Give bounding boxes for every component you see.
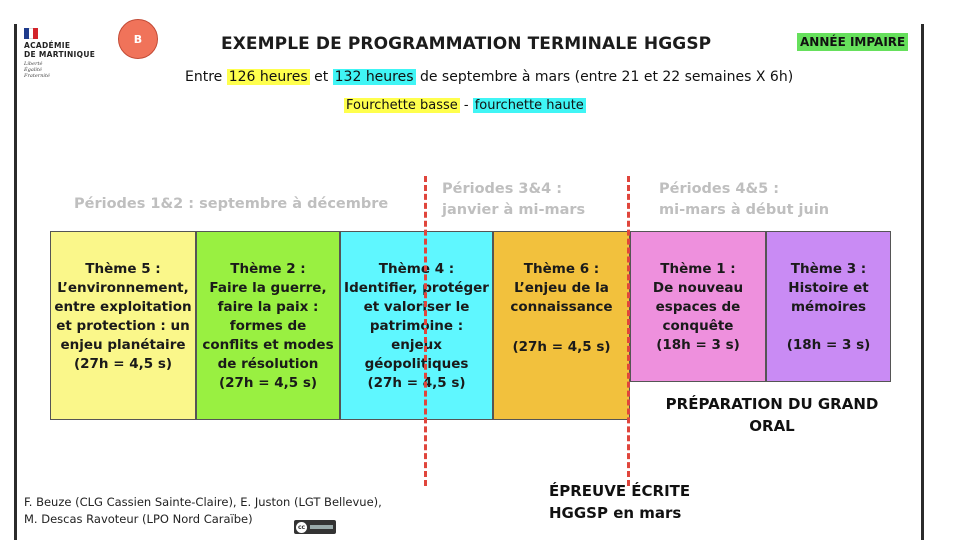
theme-6-block: Thème 6 : L’enjeu de la connaissance (27h = 4,5 s) (493, 231, 630, 420)
badge-b: B (118, 19, 158, 59)
logo-motto: Liberté Égalité Fraternité (24, 61, 50, 79)
period-4-5: Périodes 4&5 : mi-mars à début juin (659, 181, 830, 218)
written-exam: ÉPREUVE ÉCRITE HGGSP en mars (549, 482, 691, 522)
legend-high: fourchette haute (474, 98, 584, 113)
theme-2-block: Thème 2 : Faire la guerre, faire la paix : formes de conflits et modes de résolution (27h = 4,5 s) (196, 231, 340, 420)
divider-dashed-2 (627, 176, 630, 486)
theme-3-block: Thème 3 : Histoire et mémoires (18h = 3 s) (766, 231, 891, 382)
grand-oral-prep: PRÉPARATION DU GRAND ORAL (665, 395, 879, 435)
divider-dashed-1 (424, 176, 427, 486)
theme-4-block: Thème 4 : Identifier, protéger et valoriser le patrimoine : enjeux géopolitiques (27h = 4,5 s) (340, 231, 493, 420)
theme-hours: (27h = 4,5 s) (73, 356, 173, 372)
theme-hours: (27h = 4,5 s) (367, 375, 466, 391)
legend-low: Fourchette basse (346, 98, 458, 113)
theme-hours: (18h = 3 s) (786, 337, 871, 353)
theme-5-block: Thème 5 : L’environnement, entre exploitation et protection : un enjeu planétaire (27h = 4,5 s) (50, 231, 196, 420)
license-badge (294, 520, 336, 534)
hours-high: 132 heures (334, 69, 414, 85)
theme-title: Thème 1 : (660, 261, 736, 277)
theme-title: Thème 2 : (230, 261, 306, 277)
theme-title: Thème 5 : (85, 261, 161, 277)
period-1-2: Périodes 1&2 : septembre à décembre (74, 196, 389, 212)
hours-subtitle: Entre 126 heures et 132 heures de septembre à mars (entre 21 et 22 semaines X 6h) (185, 69, 794, 85)
range-legend: Fourchette basse - fourchette haute (346, 98, 584, 113)
logo-line-2: DE MARTINIQUE (24, 50, 96, 59)
credits: F. Beuze (CLG Cassien Sainte-Claire), E. Juston (LGT Bellevue), M. Descas Ravoteur (LPO Nord Caraïbe) (24, 495, 382, 526)
theme-hours: (27h = 4,5 s) (512, 339, 611, 355)
page-title: EXEMPLE DE PROGRAMMATION TERMINALE HGGSP (221, 34, 712, 54)
logo-line-1: ACADÉMIE (24, 41, 71, 50)
page-frame-left (14, 24, 17, 540)
french-flag-icon (24, 28, 38, 39)
theme-hours: (27h = 4,5 s) (218, 375, 318, 391)
theme-1-block: Thème 1 : De nouveau espaces de conquête (18h = 3 s) (630, 231, 766, 382)
hours-low: 126 heures (228, 69, 308, 85)
theme-title: Thème 4 : (378, 261, 455, 277)
creative-commons-icon: cc (297, 523, 306, 531)
theme-title: Thème 3 : (790, 261, 867, 277)
theme-title: Thème 6 : (523, 261, 600, 277)
period-3-4: Périodes 3&4 : janvier à mi-mars (442, 181, 586, 218)
page-frame-right (921, 24, 924, 540)
year-tag: ANNÉE IMPAIRE (797, 33, 908, 51)
theme-hours: (18h = 3 s) (656, 337, 740, 353)
academy-logo (24, 28, 124, 98)
